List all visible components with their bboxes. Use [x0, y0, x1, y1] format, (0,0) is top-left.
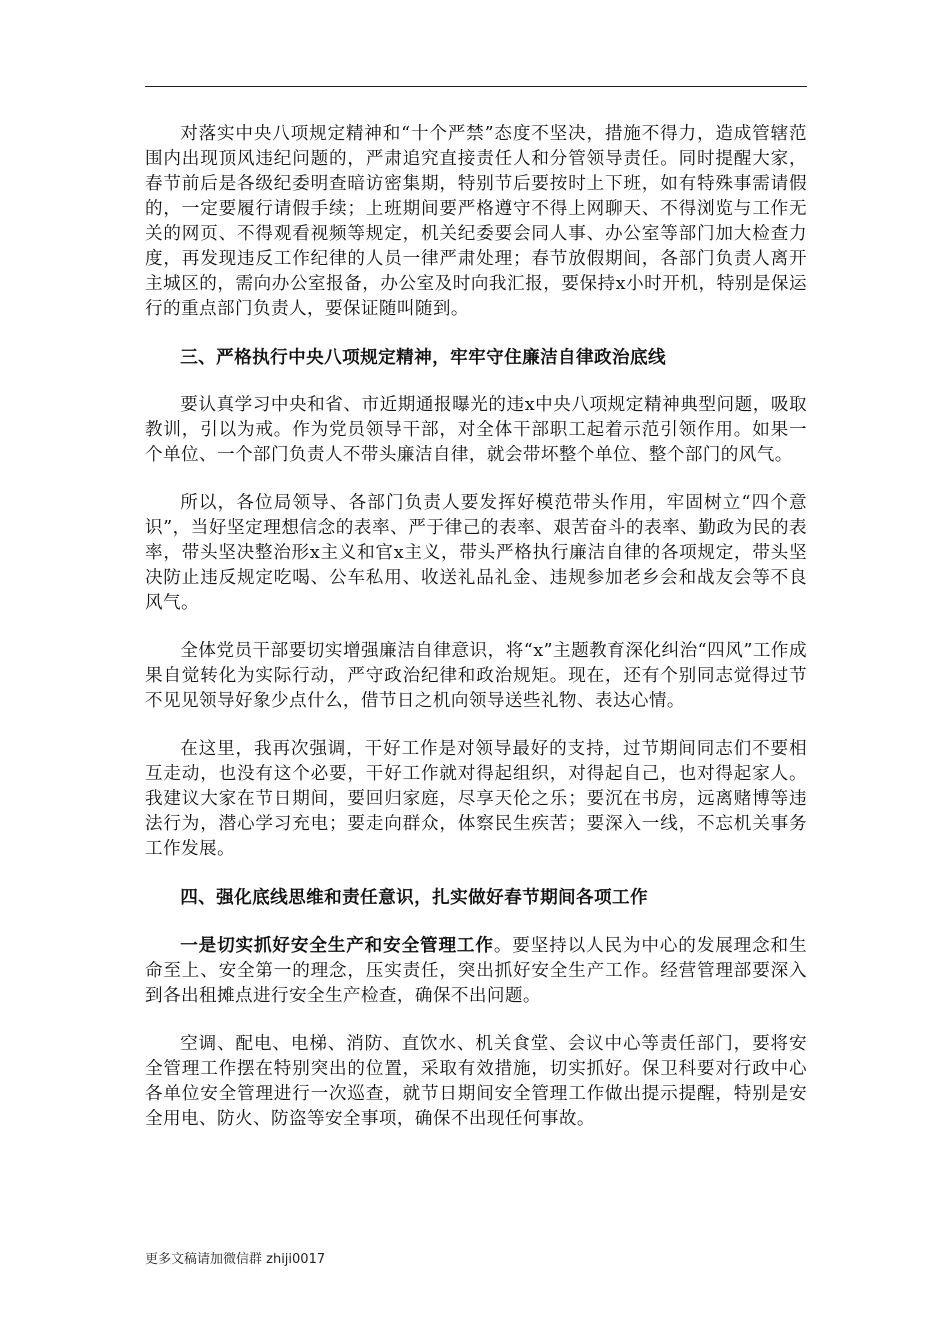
- paragraph-party-members: 全体党员干部要切实增强廉洁自律意识，将“x”主题教育深化纠治“四风”工作成果自觉转化为实际行动，严守政治纪律和政治规矩。现在，还有个别同志觉得过节不见见领导好象少点什么，借节日之机向领导送些礼物、表达心情。: [145, 641, 807, 711]
- section-heading-3: 三、严格执行中央八项规定精神，牢牢守住廉洁自律政治底线: [180, 347, 667, 368]
- paragraph-safety: [145, 933, 807, 1009]
- paragraph-departments: 空调、配电、电梯、消防、直饮水、机关食堂、会议中心等责任部门，要将安全管理工作摆在特别突出的位置，采取有效措施，切实抓好。保卫科要对行政中心各单位安全管理进行一次巡查，就节日期间安全管理工作做出提示提醒，特别是安全用电、防火、防盗等安全事项，确保不出现任何事故。: [145, 1034, 807, 1129]
- section-heading-4: 四、强化底线思维和责任意识，扎实做好春节期间各项工作: [180, 887, 649, 908]
- header-rule: [145, 86, 807, 87]
- document-body: [145, 122, 807, 1155]
- paragraph-safety-lead: 一是切实抓好安全生产和安全管理工作: [180, 935, 494, 956]
- paragraph-emphasis: 在这里，我再次强调，干好工作是对领导最好的支持，过节期间同志们不要相互走动，也没有这个必要，干好工作就对得起组织，对得起自己，也对得起家人。我建议大家在节日期间，要回归家庭，尽享天伦之乐；要沉在书房，远离赌博等违法行为，潜心学习充电；要走向群众，体察民生疾苦；要深入一线，不忘机关事务工作发展。: [145, 739, 807, 859]
- footer-note: 更多文稿请加微信群 zhiji0017: [145, 1252, 326, 1267]
- paragraph-safety-text: 。要坚持以人民为中心的发展理念和生命至上、安全第一的理念，压实责任，突出抓好安全生产工作。经营管理部要深入到各出租摊点进行安全生产检查，确保不出问题。: [145, 936, 807, 1006]
- paragraph-study: 要认真学习中央和省、市近期通报曝光的违x中央八项规定精神典型问题，吸取教训，引以为戒。作为党员领导干部，对全体干部职工起着示范引领作用。如果一个单位、一个部门负责人不带头廉洁自律，就会带坏整个单位、整个部门的风气。: [145, 395, 807, 465]
- paragraph-discipline: 对落实中央八项规定精神和“十个严禁”态度不坚决，措施不得力，造成管辖范围内出现顶风违纪问题的，严肃追究直接责任人和分管领导责任。同时提醒大家，春节前后是各级纪委明查暗访密集期，特别节后要按时上下班，如有特殊事需请假的，一定要履行请假手续；上班期间要严格遵守不得上网聊天、不得浏览与工作无关的网页、不得观看视频等规定，机关纪委要会同人事、办公室等部门加大检查力度，再发现违反工作纪律的人员一律严肃处理；春节放假期间，各部门负责人离开主城区的，需向办公室报备，办公室及时向我汇报，要保持x小时开机，特别是保运行的重点部门负责人，要保证随叫随到。: [145, 124, 807, 319]
- paragraph-leaders: 所以，各位局领导、各部门负责人要发挥好模范带头作用，牢固树立“四个意识”，当好坚定理想信念的表率、严于律己的表率、艰苦奋斗的表率、勤政为民的表率，带头坚决整治形x主义和官x主义，带头严格执行廉洁自律的各项规定，带头坚决防止违反规定吃喝、公车私用、收送礼品礼金、违规参加老乡会和战友会等不良风气。: [145, 493, 807, 613]
